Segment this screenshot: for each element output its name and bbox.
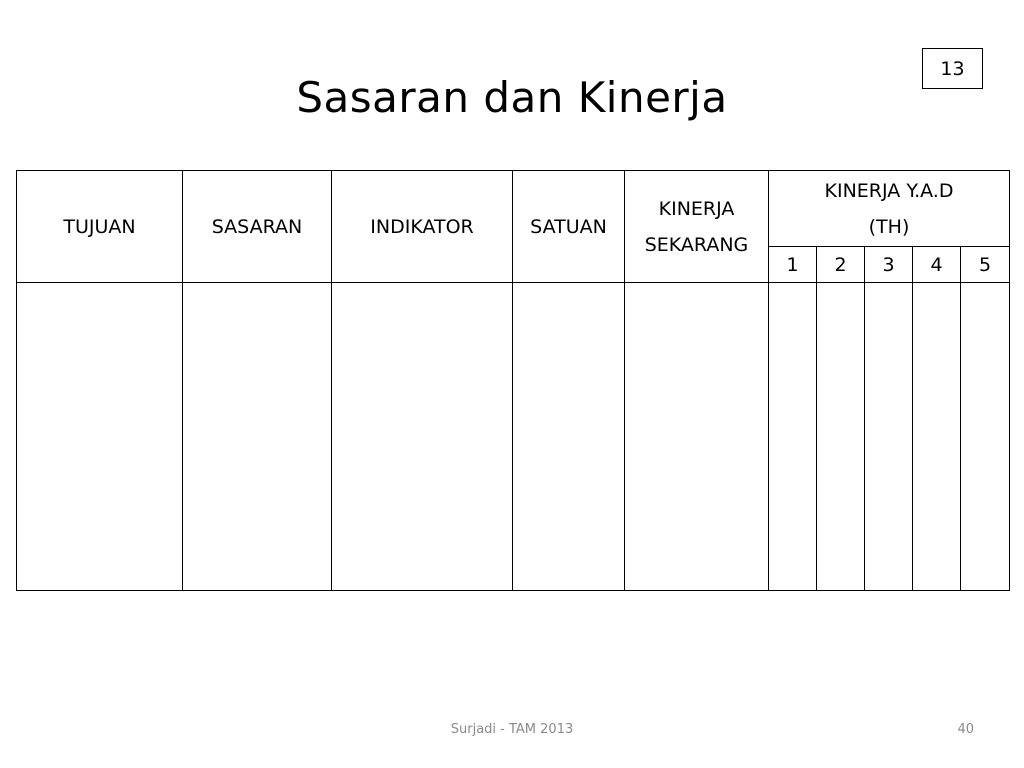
footer-page-number: 40 bbox=[957, 722, 974, 737]
header-kinerja-yad bbox=[769, 171, 1010, 247]
header-sasaran: SASARAN bbox=[183, 171, 332, 283]
header-row bbox=[17, 171, 1010, 247]
cell-year-2 bbox=[817, 283, 865, 591]
header-kinerja-sekarang bbox=[625, 171, 769, 283]
header-year-4: 4 bbox=[913, 247, 961, 283]
header-year-1: 1 bbox=[769, 247, 817, 283]
cell-tujuan bbox=[17, 283, 183, 591]
header-kinerja-sekarang-line2: SEKARANG bbox=[644, 233, 749, 256]
cell-kinerja-sekarang bbox=[625, 283, 769, 591]
header-tujuan: TUJUAN bbox=[17, 171, 183, 283]
header-year-3: 3 bbox=[865, 247, 913, 283]
header-indikator: INDIKATOR bbox=[332, 171, 513, 283]
header-year-5: 5 bbox=[961, 247, 1010, 283]
header-satuan: SATUAN bbox=[513, 171, 625, 283]
cell-year-1 bbox=[769, 283, 817, 591]
cell-year-4 bbox=[913, 283, 961, 591]
target-performance-table bbox=[16, 170, 1010, 591]
slide-number-box bbox=[922, 48, 983, 89]
header-kinerja-yad-line1: KINERJA Y.A.D bbox=[824, 179, 954, 202]
cell-satuan bbox=[513, 283, 625, 591]
header-year-2: 2 bbox=[817, 247, 865, 283]
table-row bbox=[17, 283, 1010, 591]
footer-author: Surjadi - TAM 2013 bbox=[450, 722, 574, 737]
slide-title: Sasaran dan Kinerja bbox=[296, 73, 728, 122]
header-kinerja-yad-line2: (TH) bbox=[868, 215, 910, 238]
cell-indikator bbox=[332, 283, 513, 591]
cell-year-5 bbox=[961, 283, 1010, 591]
cell-year-3 bbox=[865, 283, 913, 591]
slide-number-label: 13 bbox=[940, 57, 965, 80]
header-kinerja-sekarang-line1: KINERJA bbox=[658, 197, 735, 220]
cell-sasaran bbox=[183, 283, 332, 591]
